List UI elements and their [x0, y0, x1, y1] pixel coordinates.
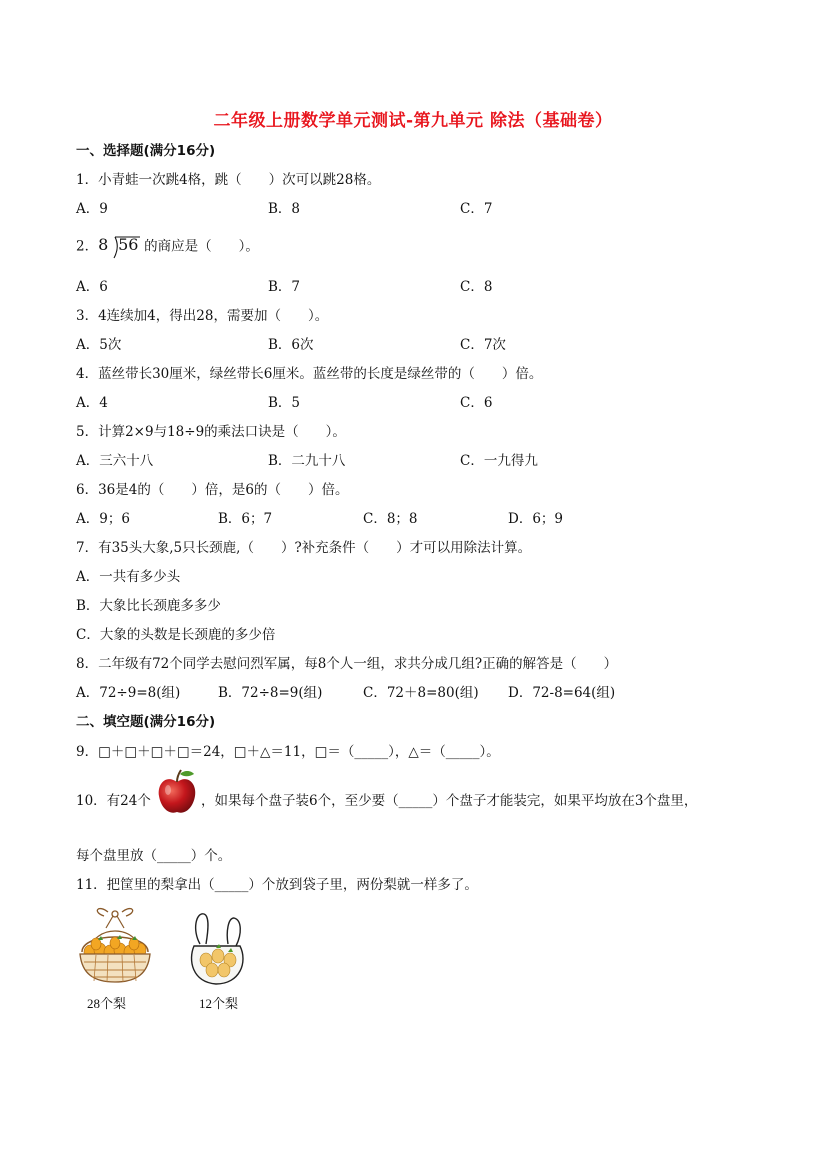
- apple-icon: [156, 768, 198, 820]
- question-6: 6．36是4的（ ）倍，是6的（ ）倍。: [76, 482, 349, 498]
- division-dividend: 56: [118, 235, 139, 254]
- q2-option-b: B．7: [268, 279, 301, 295]
- q8-option-c: C．72＋8=80(组): [363, 685, 479, 701]
- section-heading-choice: 一、选择题(满分16分): [76, 143, 216, 159]
- q8-option-d: D．72-8=64(组): [508, 685, 616, 701]
- question-11: 11．把筐里的梨拿出（_____）个放到袋子里，两份梨就一样多了。: [76, 877, 478, 893]
- q7-option-b: B．大象比长颈鹿多多少: [76, 598, 221, 614]
- q1-option-c: C．7: [460, 201, 493, 217]
- question-7: 7．有35头大象,5只长颈鹿,（ ）?补充条件（ ）才可以用除法计算。: [76, 540, 532, 556]
- section-heading-fill: 二、填空题(满分16分): [76, 714, 216, 730]
- long-division-symbol: [98, 236, 142, 258]
- page-title: 二年级上册数学单元测试-第九单元 除法（基础卷）: [213, 111, 613, 131]
- basket-caption: 28个梨: [87, 996, 127, 1011]
- division-divisor: 8: [98, 235, 109, 254]
- q6-option-b: B．6；7: [218, 511, 273, 527]
- question-10-part3: 每个盘里放（_____）个。: [76, 848, 232, 864]
- q5-option-c: C．一九得九: [460, 453, 538, 469]
- question-3: 3．4连续加4，得出28，需要加（ ）。: [76, 308, 329, 324]
- question-9: 9．□＋□＋□＋□＝24，□＋△＝11，□＝（_____），△＝（_____）。: [76, 744, 500, 760]
- bag-caption: 12个梨: [199, 996, 239, 1011]
- q4-option-c: C．6: [460, 395, 493, 411]
- pear-bag-icon: [186, 910, 250, 994]
- q3-option-b: B．6次: [268, 337, 314, 353]
- question-5: 5．计算2×9与18÷9的乘法口诀是（ ）。: [76, 424, 346, 440]
- q5-option-a: A．三六十八: [76, 453, 154, 469]
- q2-option-c: C．8: [460, 279, 493, 295]
- question-10-part2: ，如果每个盘子装6个，至少要（_____）个盘子才能装完，如果平均放在3个盘里，: [201, 793, 698, 809]
- q3-option-a: A．5次: [76, 337, 122, 353]
- q1-option-b: B．8: [268, 201, 301, 217]
- q7-option-a: A．一共有多少头: [76, 569, 181, 585]
- q8-option-a: A．72÷9=8(组): [76, 685, 181, 701]
- question-2-text: 的商应是（ ）。: [144, 238, 259, 255]
- q5-option-b: B．二九十八: [268, 453, 346, 469]
- q8-option-b: B．72÷8=9(组): [218, 685, 323, 701]
- q6-option-c: C．8；8: [363, 511, 418, 527]
- q6-option-a: A．9；6: [76, 511, 130, 527]
- q2-option-a: A．6: [76, 279, 108, 295]
- q4-option-b: B．5: [268, 395, 301, 411]
- question-10-part1: 10．有24个: [76, 793, 151, 809]
- q1-option-a: A．9: [76, 201, 108, 217]
- question-1: 1．小青蛙一次跳4格，跳（ ）次可以跳28格。: [76, 172, 381, 188]
- question-2-number: 2．: [76, 238, 99, 255]
- question-2: [76, 236, 259, 258]
- q3-option-c: C．7次: [460, 337, 506, 353]
- q4-option-a: A．4: [76, 395, 108, 411]
- q6-option-d: D．6；9: [508, 511, 564, 527]
- question-8: 8．二年级有72个同学去慰问烈军属，每8个人一组，求共分成几组?正确的解答是（ ）: [76, 656, 618, 672]
- q7-option-c: C．大象的头数是长颈鹿的多少倍: [76, 627, 276, 643]
- pear-basket-icon: [76, 902, 154, 996]
- question-4: 4．蓝丝带长30厘米，绿丝带长6厘米。蓝丝带的长度是绿丝带的（ ）倍。: [76, 366, 543, 382]
